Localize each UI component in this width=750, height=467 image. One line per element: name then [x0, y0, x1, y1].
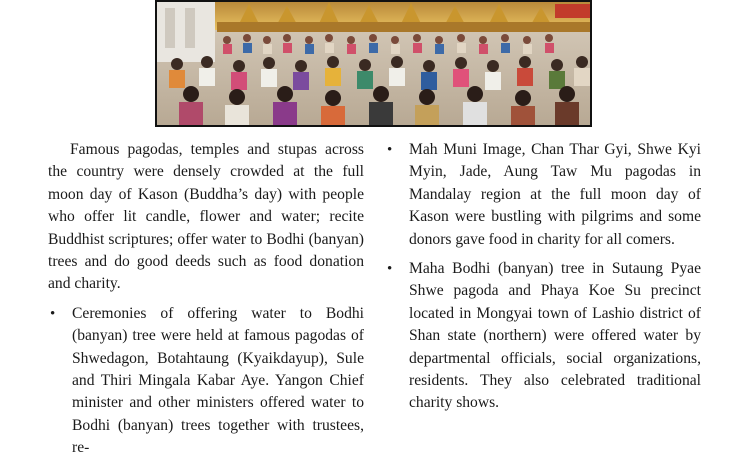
news-photo	[155, 0, 592, 127]
list-item	[385, 139, 701, 251]
bullet-icon: •	[50, 305, 56, 322]
intro-paragraph: Famous pagodas, temples and stupas across the country were densely crowded at the full moon day of Kason (Buddha’s day) with people who offer lit candle, flower and water; recite Buddhist scriptures; offer water to Bodhi (banyan) trees and do good deeds such as food donation and charity.	[48, 141, 364, 293]
list-item	[385, 258, 701, 415]
right-bullet-list	[385, 139, 701, 415]
list-item	[48, 303, 364, 460]
bullet-icon: •	[387, 261, 393, 278]
left-bullet-list	[48, 303, 364, 460]
crowd-photo-illustration	[157, 2, 590, 125]
bullet-icon: •	[387, 142, 393, 158]
left-column	[48, 139, 364, 467]
list-item-text: Mah Muni Image, Chan Thar Gyi, Shwe Kyi Myin, Jade, Aung Taw Mu pagodas in Mandalay region at the full moon day of Kason were bustling with pilgrims and some donors gave food in charity for all comers.	[409, 141, 701, 248]
list-item-text: Maha Bodhi (banyan) tree in Sutaung Pyae Shwe pagoda and Phaya Koe Su precinct located in Mongyai town of Lashio district of Shan state (northern) were offered water by departmental officials, social organizations, residents. They also celebrated traditional charity shows.	[409, 260, 701, 412]
right-column	[385, 139, 701, 422]
list-item-text: Ceremonies of offering water to Bodhi (banyan) tree were held at famous pagodas of Shwedagon, Botahtaung (Kyaikdayup), Sule and Thiri Mingala Kabar Aye. Yangon Chief minister and other ministers offered water to Bodhi (banyan) trees together with trustees, re-	[72, 304, 364, 457]
